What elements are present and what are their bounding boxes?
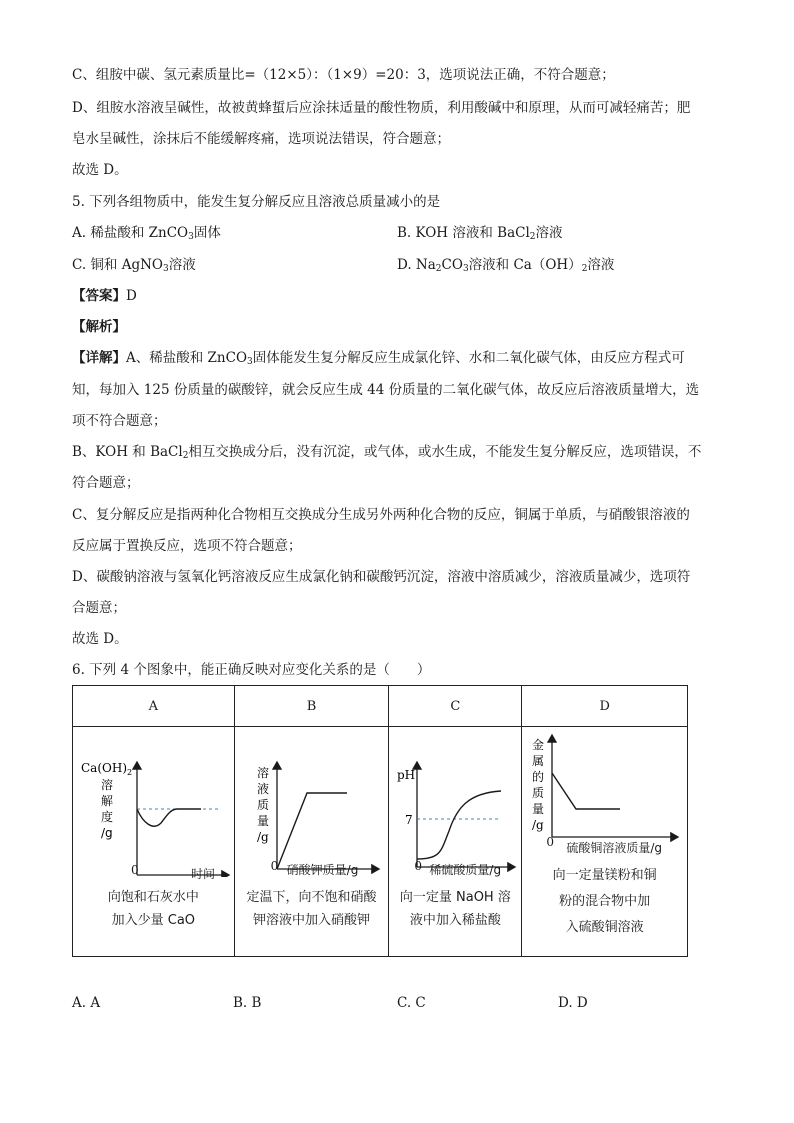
graph-d-y-label-1: 金 — [532, 738, 545, 752]
graph-d-y-label-4: 质 — [532, 786, 545, 800]
graph-b-caption-1: 定温下，向不饱和硝酸 — [246, 890, 377, 905]
graph-a-y-label-1: $Ca(OH)_2$ — [81, 761, 133, 777]
graph-a-y-label-5: /g — [101, 826, 113, 840]
graph-c-caption-1: 向一定量 NaOH 溶 — [399, 890, 511, 905]
graph-b-y-label-2: 液 — [256, 782, 269, 796]
graph-a-curve — [137, 809, 201, 826]
question-5: 5. 下列各组物质中，能发生复分解反应且溶液总质量减小的是 — [72, 194, 441, 210]
detail-b-line-2: 符合题意； — [72, 475, 140, 491]
detail-c-line-1: C、复分解反应是指两种化合物相互交换成分生成另外两种化合物的反应，铜属于单质，与硝酸银溶液的 — [72, 507, 690, 523]
graph-a-y-label-3: 解 — [101, 794, 114, 808]
detail-b-line-1: B、KOH 和 BaCl$_2$相互交换成分后，没有沉淀，或气体，或水生成，不能发生复分解反应，选项错误，不 — [72, 444, 702, 461]
detail-c-line-2: 反应属于置换反应，选项不符合题意； — [72, 538, 302, 554]
detail-a-line-1: 【详解】A、稀盐酸和 ZnCO$_3$固体能发生复分解反应生成氯化锌、水和二氧化碳气体，由反应方程式可 — [72, 350, 685, 367]
graph-b-y-label-4: 量 — [256, 814, 269, 828]
graph-a — [73, 727, 235, 877]
graph-cell-b — [234, 727, 389, 957]
graph-c — [389, 727, 522, 877]
graph-b-x-label: 硝酸钾质量/g — [286, 863, 359, 877]
graph-cell-c — [389, 727, 522, 957]
graph-c-caption-2: 液中加入稀盐酸 — [409, 913, 501, 928]
graph-d-y-label-5: 量 — [532, 802, 545, 816]
graph-c-x-label: 稀硫酸质量/g — [429, 863, 502, 877]
graph-a-caption-2: 加入少量 CaO — [111, 913, 196, 928]
detail-a-line-2: 知，每加入 125 份质量的碳酸锌，就会反应生成 44 份质量的二氧化碳气体，故反应后溶液质量增大，选 — [72, 382, 700, 398]
answer-value: D — [126, 288, 137, 304]
graph-d-y-label-2: 属 — [532, 754, 545, 768]
detail-d-line-1: D、碳酸钠溶液与氢氧化钙溶液反应生成氯化钠和碳酸钙沉淀，溶液中溶质减少，溶液质量减少，选项符 — [72, 569, 691, 585]
question-6: 6. 下列 4 个图象中，能正确反映对应变化关系的是（ ） — [72, 662, 431, 678]
q5-option-a: A. 稀盐酸和 ZnCO$_3$固体 — [72, 225, 221, 242]
choose-d: 故选 D。 — [72, 162, 128, 178]
graph-d-y-label-3: 的 — [532, 770, 545, 784]
graph-b — [235, 727, 390, 877]
graph-table — [72, 685, 688, 957]
graph-d-caption-2: 粉的混合物中加 — [559, 894, 651, 909]
graph-d-origin: 0 — [546, 835, 554, 849]
graph-b-y-label-1: 溶 — [256, 766, 269, 780]
graph-cell-a — [73, 727, 235, 957]
graph-a-caption-1: 向饱和石灰水中 — [107, 890, 199, 905]
q5-option-b: B. KOH 溶液和 BaCl$_2$溶液 — [397, 225, 563, 242]
q5-option-d: D. $Na_2CO_3$溶液和 $Ca(OH)_2$溶液 — [397, 257, 615, 274]
q5-option-c: C. 铜和 AgNO$_3$溶液 — [72, 257, 196, 274]
q6-option-b: B. B — [233, 995, 262, 1011]
graph-d-curve — [552, 773, 620, 809]
graph-d-y-label-6: /g — [532, 818, 545, 832]
graph-b-caption-2: 钾溶液中加入硝酸钾 — [253, 913, 371, 928]
solution-line-d: D、组胺水溶液呈碱性，故被黄蜂蜇后应涂抹适量的酸性物质，利用酸碱中和原理，从而可减轻痛苦；肥 — [72, 100, 691, 116]
graph-a-origin: 0 — [131, 863, 139, 877]
graph-c-y-label: pH — [397, 768, 416, 782]
q6-option-d: D. D — [558, 995, 588, 1011]
q6-option-a: A. A — [72, 995, 101, 1011]
graph-c-curve — [417, 791, 501, 859]
detail-choose-d: 故选 D。 — [72, 631, 128, 647]
graph-a-y-label-2: 溶 — [101, 778, 114, 792]
graph-c-origin: 0 — [414, 859, 423, 873]
analysis-tag: 【解析】 — [72, 319, 126, 335]
header-c: C — [389, 686, 522, 727]
graph-d-caption-1: 向一定量镁粉和铜 — [552, 868, 657, 883]
graph-c-tick-7: 7 — [405, 813, 414, 827]
graph-d-caption-3: 入硫酸铜溶液 — [565, 920, 644, 935]
graph-b-y-label-5: /g — [256, 830, 269, 844]
graph-a-x-label: 时间 — [191, 867, 216, 881]
graph-d-x-label: 硫酸铜溶液质量/g — [566, 841, 662, 855]
header-b: B — [234, 686, 389, 727]
graph-b-y-label-3: 质 — [256, 798, 269, 812]
header-d: D — [522, 686, 688, 727]
solution-line-c: C、组胺中碳、氢元素质量比=（12×5）：（1×9）=20：3，选项说法正确，不符合题意； — [72, 67, 615, 83]
header-a: A — [73, 686, 235, 727]
graph-b-curve — [277, 793, 347, 869]
graph-cell-d — [522, 727, 688, 957]
detail-d-line-2: 合题意； — [72, 600, 126, 616]
detail-a-line-3: 项不符合题意； — [72, 413, 167, 429]
graph-a-y-label-4: 度 — [101, 810, 114, 824]
q6-option-c: C. C — [397, 995, 426, 1011]
answer-line — [72, 286, 137, 306]
graph-b-origin: 0 — [270, 859, 279, 873]
solution-line-d-cont: 皂水呈碱性，涂抹后不能缓解疼痛，选项说法错误，符合题意； — [72, 131, 450, 147]
answer-tag: 【答案】 — [72, 288, 126, 304]
